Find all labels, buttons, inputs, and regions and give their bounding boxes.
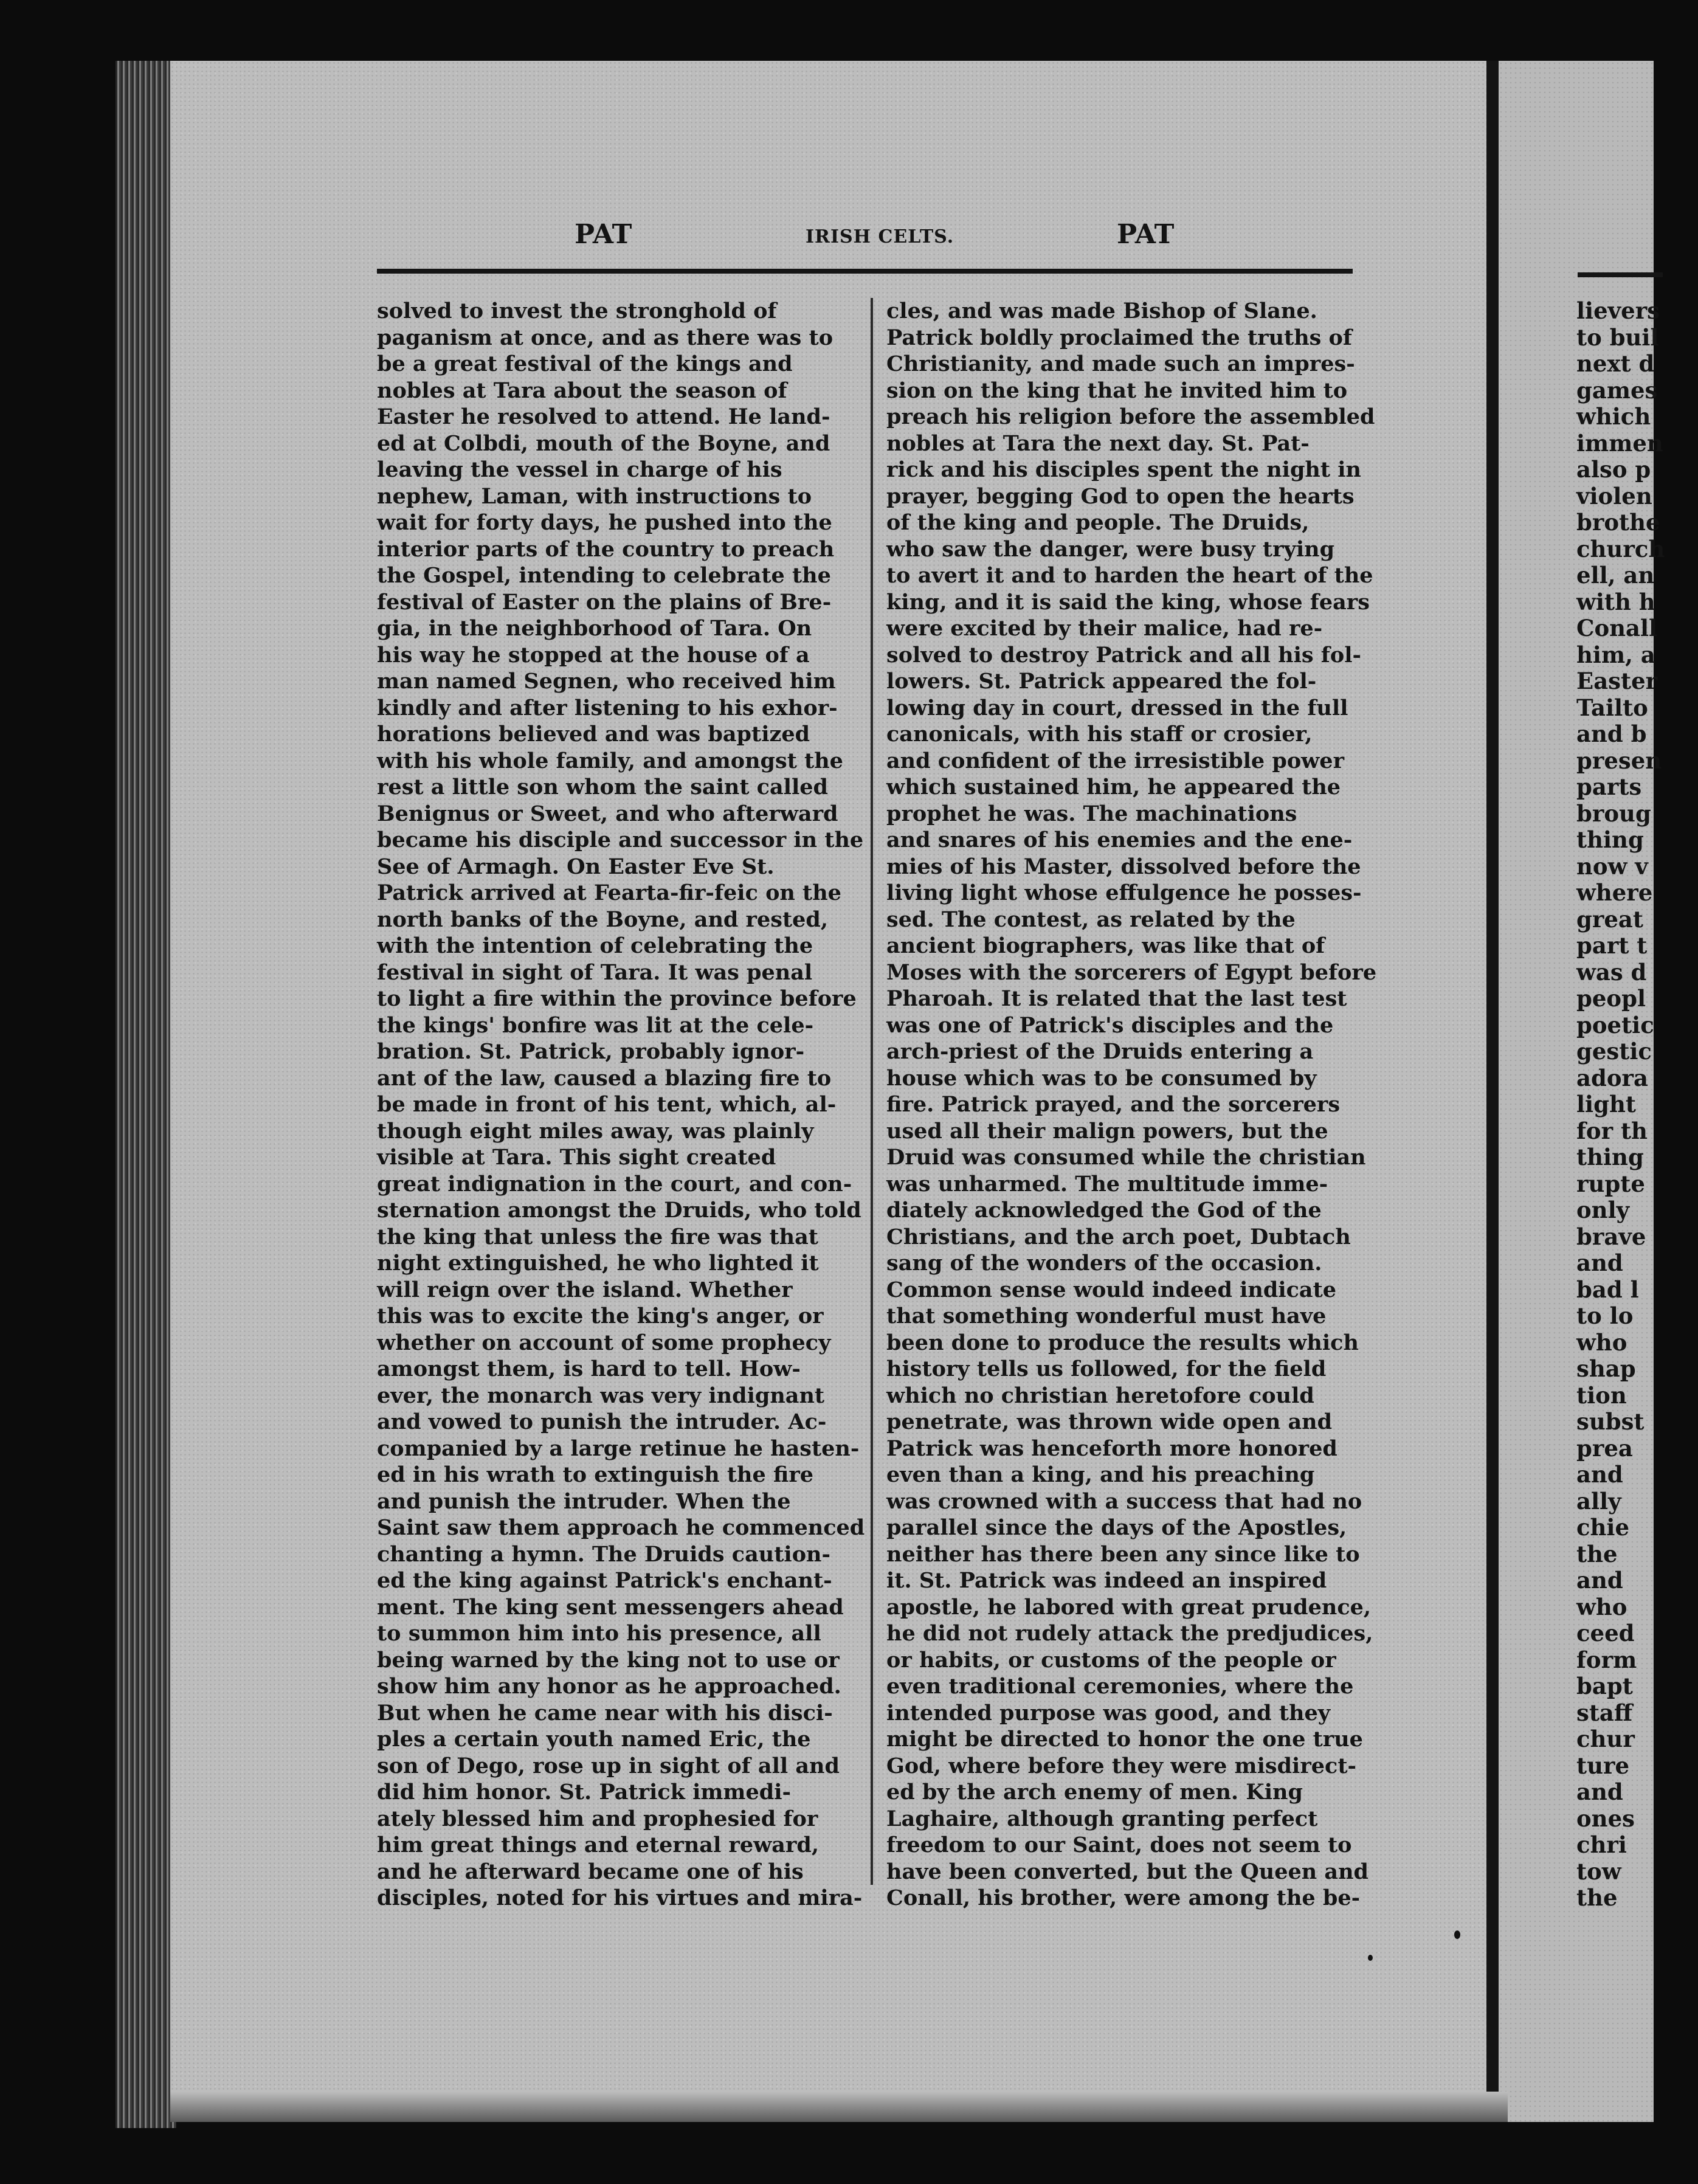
facing-page-header-rule [1578,272,1663,277]
text-line: sion on the king that he invited him to [886,378,1348,403]
text-line: penetrate, was thrown wide open and [886,1409,1333,1434]
text-line: wait for forty days, he pushed into the [377,510,832,535]
facing-page-line-fragment: bapt [1576,1673,1633,1699]
text-line: amongst them, is hard to tell. How- [377,1356,801,1381]
text-line: the kings' bonfire was lit at the cele- [377,1012,814,1038]
text-line: which no christian heretofore could [886,1383,1314,1408]
facing-page-line-fragment: form [1576,1646,1637,1673]
text-line: Patrick arrived at Fearta-fir-feic on the [377,880,841,905]
text-line: which sustained him, he appeared the [886,775,1341,800]
text-line: diately acknowledged the God of the [886,1198,1322,1223]
text-line: sang of the wonders of the occasion. [886,1251,1322,1276]
facing-page-line-fragment: was d [1576,958,1647,986]
text-line: Common sense would indeed indicate [886,1277,1337,1302]
text-line: Laghaire, although granting perfect [886,1806,1318,1831]
facing-page-line-fragment: games [1576,376,1658,404]
facing-page [1499,61,1665,2122]
facing-page-line-fragment: ones [1576,1805,1635,1832]
text-line: freedom to our Saint, does not seem to [886,1833,1352,1857]
facing-page-line-fragment: poetic [1576,1011,1654,1038]
page-bottom-edge [170,2092,1508,2122]
facing-page-line-fragment: part t [1576,932,1648,959]
text-line: kindly and after listening to his exhor- [377,695,838,721]
text-line: But when he came near with his disci- [377,1700,833,1726]
text-line: Patrick boldly proclaimed the truths of [886,325,1352,350]
text-line: be a great festival of the kings and [377,351,793,376]
text-line: ed by the arch enemy of men. King [886,1780,1303,1805]
text-line: Druid was consumed while the christian [886,1145,1366,1170]
text-line: gia, in the neighborhood of Tara. On [377,616,812,641]
text-line: have been converted, but the Queen and [886,1859,1369,1884]
text-line: paganism at once, and as there was to [377,325,833,350]
text-line: living light whose effulgence he posses- [886,880,1362,905]
facing-page-line-fragment: bad l [1576,1276,1639,1303]
facing-page-line-fragment: light [1576,1091,1636,1118]
facing-page-line-fragment: chri [1576,1831,1627,1858]
text-line: cles, and was made Bishop of Slane. [886,299,1317,323]
text-line: ever, the monarch was very indignant [377,1383,825,1408]
text-line: though eight miles away, was plainly [377,1118,814,1144]
column-divider [871,298,873,1885]
text-line: Saint saw them approach he commenced [377,1515,865,1540]
facing-page-line-fragment: rupte [1576,1170,1645,1197]
text-line: his way he stopped at the house of a [377,642,810,668]
text-line: ment. The king sent messengers ahead [377,1594,844,1620]
facing-page-line-fragment: Easter [1576,668,1658,694]
text-line: disciples, noted for his virtues and mira- [377,1885,863,1910]
text-line: great indignation in the court, and con- [377,1171,852,1197]
book-spine [116,61,176,2128]
facing-page-line-fragment: parts [1576,773,1642,800]
text-line: to summon him into his presence, all [377,1621,821,1646]
running-head-right: PAT [1117,219,1175,250]
page-gutter [1486,61,1499,2122]
facing-page-line-fragment: broug [1576,800,1651,827]
facing-page-line-fragment: and [1576,1778,1623,1805]
right-text-column [886,298,1377,1912]
facing-page-line-fragment: brothe [1576,509,1660,536]
running-head-title: IRISH CELTS. [806,226,954,247]
text-line: prayer, begging God to open the hearts [886,483,1355,509]
facing-page-line-fragment: church [1576,535,1665,562]
text-line: ately blessed him and prophesied for [377,1806,818,1831]
text-line: been done to produce the results which [886,1330,1359,1355]
text-line: king, and it is said the king, whose fears [886,589,1370,615]
facing-page-line-fragment: next d [1576,350,1655,377]
facing-page-line-fragment: to buil [1576,323,1659,351]
facing-page-line-fragment: also p [1576,456,1651,483]
text-line: whether on account of some prophecy [377,1330,831,1355]
text-line: Easter he resolved to attend. He land- [377,404,830,429]
text-line: nobles at Tara about the season of [377,378,787,403]
text-line: rick and his disciples spent the night in [886,457,1361,482]
text-line: Pharoah. It is related that the last test [886,986,1347,1011]
text-line: he did not rudely attack the predjudices, [886,1621,1373,1646]
text-line: ed at Colbdi, mouth of the Boyne, and [377,430,830,456]
text-line: and vowed to punish the intruder. Ac- [377,1409,827,1434]
facing-page-line-fragment: shap [1576,1355,1636,1382]
text-line: night extinguished, he who lighted it [377,1251,819,1276]
text-line: was one of Patrick's disciples and the [886,1012,1334,1038]
header-rule [377,269,1353,274]
text-line: it. St. Patrick was indeed an inspired [886,1568,1327,1593]
text-line: sternation amongst the Druids, who told [377,1198,861,1223]
facing-page-line-fragment: and [1576,1461,1623,1488]
facing-page-line-fragment: subst [1576,1408,1645,1435]
facing-page-line-fragment: where [1576,879,1653,906]
text-line: nephew, Laman, with instructions to [377,483,812,509]
facing-page-line-fragment: prea [1576,1434,1633,1462]
text-line: ed in his wrath to extinguish the fire [377,1462,814,1487]
facing-page-line-fragment: the [1576,1540,1618,1567]
text-line: ples a certain youth named Eric, the [377,1727,811,1752]
text-line: interior parts of the country to preach [377,536,835,562]
text-line: and confident of the irresistible power [886,748,1345,773]
text-line: might be directed to honor the one true [886,1727,1363,1752]
facing-page-line-fragment: immen [1576,429,1663,457]
text-line: who saw the danger, were busy trying [886,536,1335,562]
running-head-left: PAT [575,219,632,250]
facing-page-line-fragment: thing [1576,826,1644,853]
facing-page-line-fragment: to lo [1576,1302,1634,1329]
text-line: visible at Tara. This sight created [377,1145,776,1170]
facing-page-line-fragment: and [1576,1249,1623,1276]
text-line: horations believed and was baptized [377,722,810,747]
text-line: chanting a hymn. The Druids caution- [377,1541,831,1567]
text-line: and he afterward became one of his [377,1859,804,1884]
facing-page-line-fragment: gestic [1576,1038,1652,1065]
facing-page-line-fragment: the [1576,1884,1618,1911]
text-line: became his disciple and successor in the [377,828,864,852]
text-line: house which was to be consumed by [886,1065,1317,1091]
text-line: and snares of his enemies and the ene- [886,828,1353,852]
text-line: the king that unless the fire was that [377,1224,818,1249]
facing-page-line-fragment: only [1576,1197,1630,1223]
text-line: man named Segnen, who received him [377,669,836,694]
text-line: Moses with the sorcerers of Egypt before [886,959,1377,985]
text-line: even than a king, and his preaching [886,1462,1315,1487]
text-line: son of Dego, rose up in sight of all and [377,1753,840,1778]
facing-page-line-fragment: Tailto [1576,694,1648,721]
facing-page-line-fragment: which [1576,403,1651,430]
text-line: Benignus or Sweet, and who afterward [377,801,838,826]
text-line: north banks of the Boyne, and rested, [377,907,829,932]
text-line: ancient biographers, was like that of [886,933,1325,958]
text-line: arch-priest of the Druids entering a [886,1039,1314,1064]
text-line: leaving the vessel in charge of his [377,457,782,482]
text-line: him great things and eternal reward, [377,1833,820,1857]
text-line: with the intention of celebrating the [377,933,813,958]
text-line: will reign over the island. Whether [377,1277,793,1302]
text-line: bration. St. Patrick, probably ignor- [377,1039,805,1064]
facing-page-line-fragment: presen [1576,747,1662,774]
text-line: or habits, or customs of the people or [886,1647,1336,1673]
text-line: solved to destroy Patrick and all his fol- [886,642,1362,668]
text-line: this was to excite the king's anger, or [377,1304,824,1329]
facing-page-line-fragment: Conall [1576,615,1658,641]
left-text-column [377,298,865,1912]
facing-page-line-fragment: ceed [1576,1620,1635,1647]
text-line: Christians, and the arch poet, Dubtach [886,1224,1351,1249]
text-line: rest a little son whom the saint called [377,775,828,800]
facing-page-line-fragment: who [1576,1329,1627,1356]
text-line: ant of the law, caused a blazing fire to [377,1065,832,1091]
facing-page-line-fragment: chur [1576,1726,1635,1752]
text-line: even traditional ceremonies, where the [886,1674,1354,1699]
text-line: did him honor. St. Patrick immedi- [377,1780,792,1805]
text-line: canonicals, with his staff or crosier, [886,722,1313,747]
text-line: ed the king against Patrick's enchant- [377,1568,832,1593]
text-line: to avert it and to harden the heart of the [886,563,1373,588]
facing-page-line-fragment: and [1576,1567,1623,1594]
facing-page-line-fragment: tion [1576,1381,1627,1409]
text-line: solved to invest the stronghold of [377,299,777,323]
facing-page-line-fragment: chie [1576,1514,1630,1541]
text-line: the Gospel, intending to celebrate the [377,563,831,588]
facing-page-line-fragment: him, a [1576,641,1655,668]
text-line: Christianity, and made such an impres- [886,351,1355,376]
text-line: was unharmed. The multitude imme- [886,1171,1328,1197]
text-line: sed. The contest, as related by the [886,907,1296,932]
text-line: apostle, he labored with great prudence, [886,1594,1372,1620]
facing-page-line-fragment: ally [1576,1487,1621,1515]
text-line: history tells us followed, for the field [886,1356,1327,1381]
facing-page-line-fragment: adora [1576,1064,1648,1091]
facing-page-line-fragment: great [1576,905,1643,933]
text-line: Patrick was henceforth more honored [886,1436,1337,1461]
facing-page-line-fragment: ture [1576,1752,1630,1779]
text-line: with his whole family, and amongst the [377,748,843,773]
text-line: lowers. St. Patrick appeared the fol- [886,669,1317,694]
facing-page-line-fragment: brave [1576,1223,1646,1250]
facing-page-line-fragment: peopl [1576,985,1646,1012]
facing-page-line-fragment: ell, an [1576,562,1655,589]
text-line: be made in front of his tent, which, al- [377,1092,837,1117]
text-line: nobles at Tara the next day. St. Pat- [886,430,1310,456]
text-line: to light a fire within the province before [377,986,857,1011]
facing-page-line-fragment: who [1576,1593,1627,1620]
facing-page-line-fragment: thing [1576,1144,1644,1170]
text-line: prophet he was. The machinations [886,801,1297,826]
text-line: used all their malign powers, but the [886,1118,1328,1144]
text-line: was crowned with a success that had no [886,1488,1362,1514]
text-line: lowing day in court, dressed in the full [886,695,1348,721]
text-line: intended purpose was good, and they [886,1700,1331,1726]
text-line: parallel since the days of the Apostles, [886,1515,1347,1540]
text-line: were excited by their malice, had re- [886,616,1323,641]
text-line: being warned by the king not to use or [377,1647,840,1673]
text-line: God, where before they were misdirect- [886,1753,1357,1778]
text-line: fire. Patrick prayed, and the sorcerers [886,1092,1341,1117]
ink-speck [1368,1955,1373,1961]
text-line: of the king and people. The Druids, [886,510,1310,535]
text-line: neither has there been any since like to [886,1541,1360,1567]
text-line: show him any honor as he approached. [377,1674,841,1699]
text-line: preach his religion before the assembled [886,404,1375,429]
text-line: Conall, his brother, were among the be- [886,1885,1361,1910]
facing-page-line-fragment: lievers [1576,297,1660,324]
text-line: and punish the intruder. When the [377,1488,791,1514]
facing-page-line-fragment: tow [1576,1857,1621,1885]
facing-page-line-fragment: with h [1576,588,1655,615]
ink-speck [1454,1930,1460,1939]
facing-page-line-fragment: for th [1576,1117,1648,1144]
facing-page-line-fragment: now v [1576,852,1648,880]
facing-page-line-fragment: and b [1576,721,1647,747]
facing-page-text-fragments [1576,298,1698,1912]
text-line: festival in sight of Tara. It was penal [377,959,813,985]
facing-page-line-fragment: staff [1576,1699,1633,1726]
text-line: mies of his Master, dissolved before the [886,854,1361,879]
text-line: that something wonderful must have [886,1304,1327,1329]
text-line: festival of Easter on the plains of Bre- [377,589,832,615]
text-line: companied by a large retinue he hasten- [377,1436,860,1461]
text-line: See of Armagh. On Easter Eve St. [377,854,775,879]
facing-page-line-fragment: violen [1576,482,1652,510]
